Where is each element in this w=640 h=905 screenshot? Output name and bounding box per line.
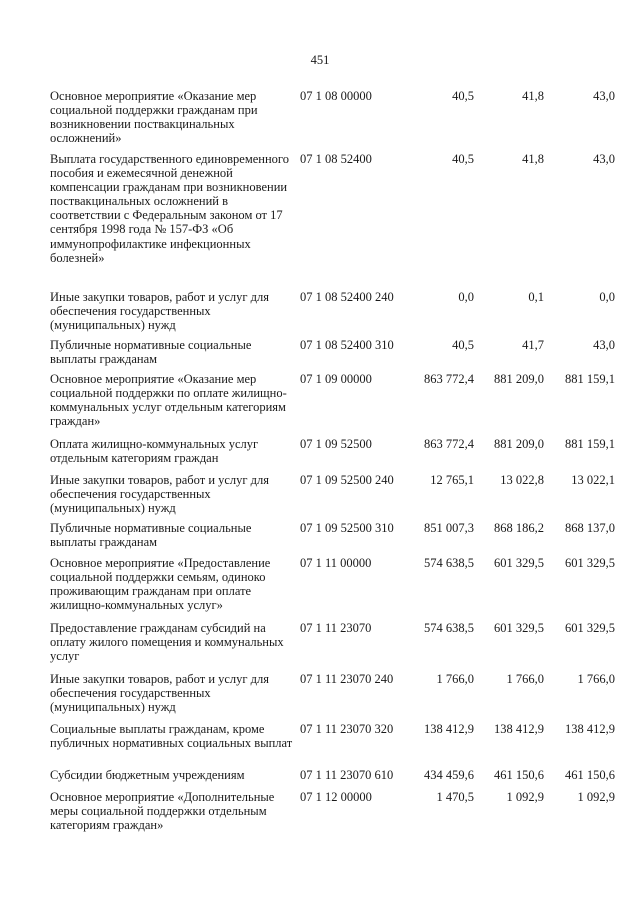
row-value-2: 41,8 xyxy=(522,89,544,103)
row-name: Субсидии бюджетным учреждениям xyxy=(50,768,245,782)
row-code: 07 1 08 52400 xyxy=(300,152,372,166)
page-number: 451 xyxy=(310,53,330,67)
row-value-2: 138 412,9 xyxy=(494,722,544,736)
row-value-1: 434 459,6 xyxy=(424,768,474,782)
row-value-3: 601 329,5 xyxy=(565,556,615,570)
row-code: 07 1 09 52500 240 xyxy=(300,473,394,487)
row-value-3: 43,0 xyxy=(593,152,615,166)
row-code: 07 1 09 52500 310 xyxy=(300,521,394,535)
row-code: 07 1 08 52400 240 xyxy=(300,290,394,304)
row-value-3: 138 412,9 xyxy=(565,722,615,736)
row-code: 07 1 08 52400 310 xyxy=(300,338,394,352)
row-value-2: 881 209,0 xyxy=(494,372,544,386)
row-value-2: 601 329,5 xyxy=(494,556,544,570)
row-name: Выплата государственного единовременного пособия и ежемесячной денежной компенсации гражданам при возникновении поствакцинальных осложнений в соответствии с Федеральным законом от 17 сентября 1998 года № 157-ФЗ «Об иммунопрофилактике инфекционных болезней» xyxy=(50,152,289,265)
row-value-2: 1 766,0 xyxy=(506,672,544,686)
row-code: 07 1 11 23070 240 xyxy=(300,672,394,686)
row-value-3: 1 092,9 xyxy=(577,790,615,804)
row-value-1: 574 638,5 xyxy=(424,556,474,570)
row-value-3: 0,0 xyxy=(599,290,615,304)
row-value-1: 12 765,1 xyxy=(430,473,474,487)
row-name: Основное мероприятие «Дополнительные меры социальной поддержки отдельным категориям граждан» xyxy=(50,790,275,833)
row-name: Основное мероприятие «Предоставление социальной поддержки семьям, одиноко проживающим гражданам при оплате жилищно-коммунальных услуг» xyxy=(50,556,271,613)
row-name: Оплата жилищно-коммунальных услуг отдельным категориям граждан xyxy=(50,437,259,466)
row-name: Основное мероприятие «Оказание мер социальной поддержки гражданам при возникновении поствакцинальных осложнений» xyxy=(50,89,258,146)
row-value-1: 863 772,4 xyxy=(424,437,474,451)
row-value-3: 461 150,6 xyxy=(565,768,615,782)
row-name: Основное мероприятие «Оказание мер социальной поддержки по оплате жилищно-коммунальных услуг отдельным категориям граждан» xyxy=(50,372,287,429)
row-value-2: 41,7 xyxy=(522,338,544,352)
row-value-3: 13 022,1 xyxy=(571,473,615,487)
row-name: Социальные выплаты гражданам, кроме публичных нормативных социальных выплат xyxy=(50,722,293,751)
row-value-3: 868 137,0 xyxy=(565,521,615,535)
row-value-2: 881 209,0 xyxy=(494,437,544,451)
row-code: 07 1 11 00000 xyxy=(300,556,372,570)
row-value-3: 881 159,1 xyxy=(565,437,615,451)
row-code: 07 1 09 00000 xyxy=(300,372,372,386)
row-value-3: 601 329,5 xyxy=(565,621,615,635)
row-name: Публичные нормативные социальные выплаты гражданам xyxy=(50,521,252,550)
row-value-1: 1 470,5 xyxy=(436,790,474,804)
row-value-1: 574 638,5 xyxy=(424,621,474,635)
row-name: Иные закупки товаров, работ и услуг для обеспечения государственных (муниципальных) нужд xyxy=(50,290,270,333)
row-value-3: 43,0 xyxy=(593,338,615,352)
row-value-1: 40,5 xyxy=(452,338,474,352)
row-value-3: 43,0 xyxy=(593,89,615,103)
row-value-1: 40,5 xyxy=(452,89,474,103)
row-value-2: 13 022,8 xyxy=(500,473,544,487)
row-name: Иные закупки товаров, работ и услуг для обеспечения государственных (муниципальных) нужд xyxy=(50,672,270,715)
row-value-1: 138 412,9 xyxy=(424,722,474,736)
row-name: Иные закупки товаров, работ и услуг для обеспечения государственных (муниципальных) нужд xyxy=(50,473,270,516)
row-code: 07 1 11 23070 320 xyxy=(300,722,394,736)
row-value-2: 41,8 xyxy=(522,152,544,166)
row-value-1: 40,5 xyxy=(452,152,474,166)
row-value-1: 851 007,3 xyxy=(424,521,474,535)
row-name: Публичные нормативные социальные выплаты гражданам xyxy=(50,338,252,367)
row-value-1: 0,0 xyxy=(458,290,474,304)
row-code: 07 1 11 23070 610 xyxy=(300,768,394,782)
row-value-1: 863 772,4 xyxy=(424,372,474,386)
row-value-2: 0,1 xyxy=(528,290,544,304)
row-value-2: 461 150,6 xyxy=(494,768,544,782)
row-value-1: 1 766,0 xyxy=(436,672,474,686)
row-name: Предоставление гражданам субсидий на оплату жилого помещения и коммунальных услуг xyxy=(50,621,284,664)
row-code: 07 1 12 00000 xyxy=(300,790,372,804)
row-value-3: 881 159,1 xyxy=(565,372,615,386)
row-value-2: 1 092,9 xyxy=(506,790,544,804)
row-code: 07 1 08 00000 xyxy=(300,89,372,103)
row-code: 07 1 11 23070 xyxy=(300,621,372,635)
row-value-2: 868 186,2 xyxy=(494,521,544,535)
row-value-2: 601 329,5 xyxy=(494,621,544,635)
row-code: 07 1 09 52500 xyxy=(300,437,372,451)
row-value-3: 1 766,0 xyxy=(577,672,615,686)
